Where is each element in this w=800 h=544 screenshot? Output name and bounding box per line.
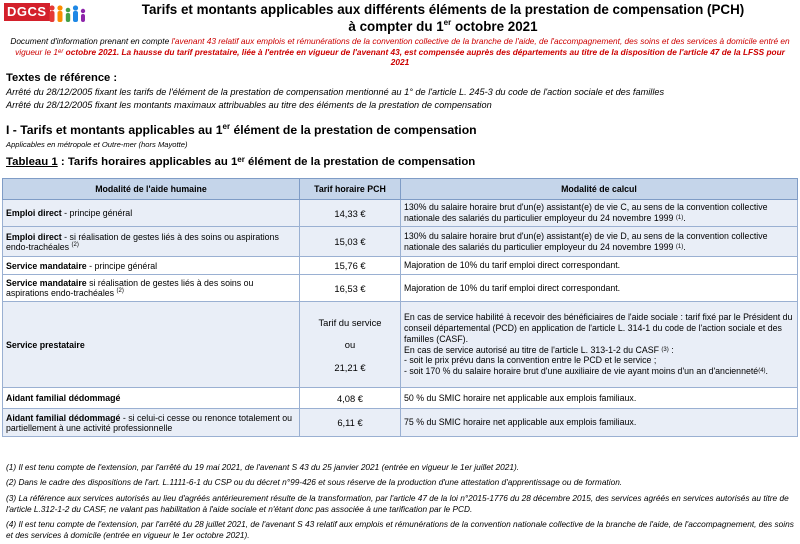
reference-item: Arrêté du 28/12/2005 fixant les montants maximaux attribuables au titre des éléments de la prestation de compensation <box>6 100 492 110</box>
calcul-cell: 75 % du SMIC horaire net applicable aux emplois familiaux. <box>401 409 798 437</box>
dgcs-logo <box>4 3 88 23</box>
footnote: (1) Il est tenu compte de l'extension, par l'arrêté du 19 mai 2021, de l'avenant S 43 du 25 janvier 2021 (entrée en vigueur le 1er juillet 2021). <box>6 462 520 472</box>
page-title: Tarifs et montants applicables aux différents éléments de la prestation de compensation (PCH) <box>141 2 745 17</box>
modalite-cell: Aidant familial dédommagé - si celui-ci cesse ou renonce totalement ou partiellement à une activité professionnelle <box>3 409 300 437</box>
modalite-cell: Aidant familial dédommagé <box>3 388 300 409</box>
table-header-row <box>3 179 798 200</box>
table-row <box>3 227 798 257</box>
tarif-cell: 14,33 € <box>300 200 401 227</box>
modalite-cell: Service mandataire si réalisation de gestes liés à des soins ou aspirations endo-trachéales $^{(2)}$ <box>3 275 300 302</box>
intro-note: Document d'information prenant en compte l'avenant 43 relatif aux emplois et rémunérations de la convention collective de la branche de l'aide, de l'accompagnement, des soins et des services à domicile entré en vigueur le 1er octobre 2021. La hausse du tarif prestataire, liée à l'entrée en vigueur de l'avenant 43, est compensée auprès des départements au titre de la disposition de l'article 47 de la LFSS pour 2021 <box>10 36 790 68</box>
modalite-cell: Service prestataire <box>3 302 300 388</box>
modalite-cell: Service mandataire - principe général <box>3 257 300 275</box>
tarif-cell: 16,53 € <box>300 275 401 302</box>
family-figures-icon <box>48 4 88 23</box>
table-row <box>3 409 798 437</box>
tarifs-table <box>2 178 798 437</box>
calcul-cell: 50 % du SMIC horaire net applicable aux emplois familiaux. <box>401 388 798 409</box>
column-header: Modalité de l'aide humaine <box>3 179 300 200</box>
column-header: Modalité de calcul <box>401 179 798 200</box>
tarif-cell: Tarif du service ou 21,21 € <box>300 302 401 388</box>
table-row <box>3 388 798 409</box>
section-heading: I - Tarifs et montants applicables au 1er élément de la prestation de compensation <box>6 122 477 137</box>
calcul-cell: 130% du salaire horaire brut d'un(e) assistant(e) de vie C, au sens de la convention collective nationale des salariés du particulier employeur du 24 novembre 1999 $^{(1)}$. <box>401 200 798 227</box>
calcul-cell: En cas de service habilité à recevoir des bénéficiaires de l'aide sociale : tarif fixé par le Président du conseil départemental (PCD) en application de l'article L. 314-1 du code de l'action sociale et des familles (CASF). En cas de service autorisé au titre de l'article L. 313-1-2 du CASF $^{(3)}$ : - soit le prix prévu dans la convention entre le PCD et le service ; - soit 170 % du salaire horaire brut d'une auxiliaire de vie ayant moins d'un an d'ancienneté$^{(4)}$. <box>401 302 798 388</box>
table-row <box>3 275 798 302</box>
tarif-cell: 15,76 € <box>300 257 401 275</box>
calcul-cell: 130% du salaire horaire brut d'un(e) assistant(e) de vie D, au sens de la convention collective nationale des salariés du particulier employeur du 24 novembre 1999 $^{(1)}$. <box>401 227 798 257</box>
calcul-cell: Majoration de 10% du tarif emploi direct correspondant. <box>401 275 798 302</box>
footnote: (4) Il est tenu compte de l'extension, par l'arrêté du 28 juillet 2021, de l'avenant S 43 relatif aux emplois et rémunérations de la convention nationale collective de la branche de l'aide, de l'accompagnement, des soins et des services à domicile (entrée en vigueur le 1er octobre 2021). <box>6 519 794 540</box>
table-row <box>3 200 798 227</box>
references-heading: Textes de référence : <box>6 72 118 84</box>
footnote: (3) La référence aux services autorisés au lieu d'agréés antérieurement résulte de la transformation, par l'article 47 de la loi n°2015-1776 du 28 décembre 2015, des services agréés en services autorisés au titre de l'article L.312-1-2 du CASF, ne valant pas habilitation à l'aide sociale et n'étant donc pas associée à une tarification par le PCD. <box>6 493 789 514</box>
tarif-cell: 4,08 € <box>300 388 401 409</box>
calcul-cell: Majoration de 10% du tarif emploi direct correspondant. <box>401 257 798 275</box>
tarif-cell: 6,11 € <box>300 409 401 437</box>
table-title: Tableau 1 : Tarifs horaires applicables au 1er élément de la prestation de compensation <box>6 155 476 168</box>
column-header: Tarif horaire PCH <box>300 179 401 200</box>
logo-text: DGCS <box>4 3 50 21</box>
page-title-date: à compter du 1er octobre 2021 <box>348 18 538 34</box>
section-subheading: Applicables en métropole et Outre-mer (hors Mayotte) <box>6 140 188 149</box>
table-row-prestataire <box>3 302 798 388</box>
modalite-cell: Emploi direct - si réalisation de gestes liés à des soins ou aspirations endo-trachéales $^{(2)}$ <box>3 227 300 257</box>
footnote: (2) Dans le cadre des dispositions de l'art. L.1111-6-1 du CSP ou du décret n°99-426 et sous réserve de la production d'une attestation d'apprentissage ou de formation. <box>6 477 623 487</box>
modalite-cell: Emploi direct - principe général <box>3 200 300 227</box>
tarif-cell: 15,03 € <box>300 227 401 257</box>
reference-item: Arrêté du 28/12/2005 fixant les tarifs de l'élément de la prestation de compensation mentionné au 1° de l'article L. 245-3 du code de l'action sociale et des familles <box>6 87 665 97</box>
table-row <box>3 257 798 275</box>
